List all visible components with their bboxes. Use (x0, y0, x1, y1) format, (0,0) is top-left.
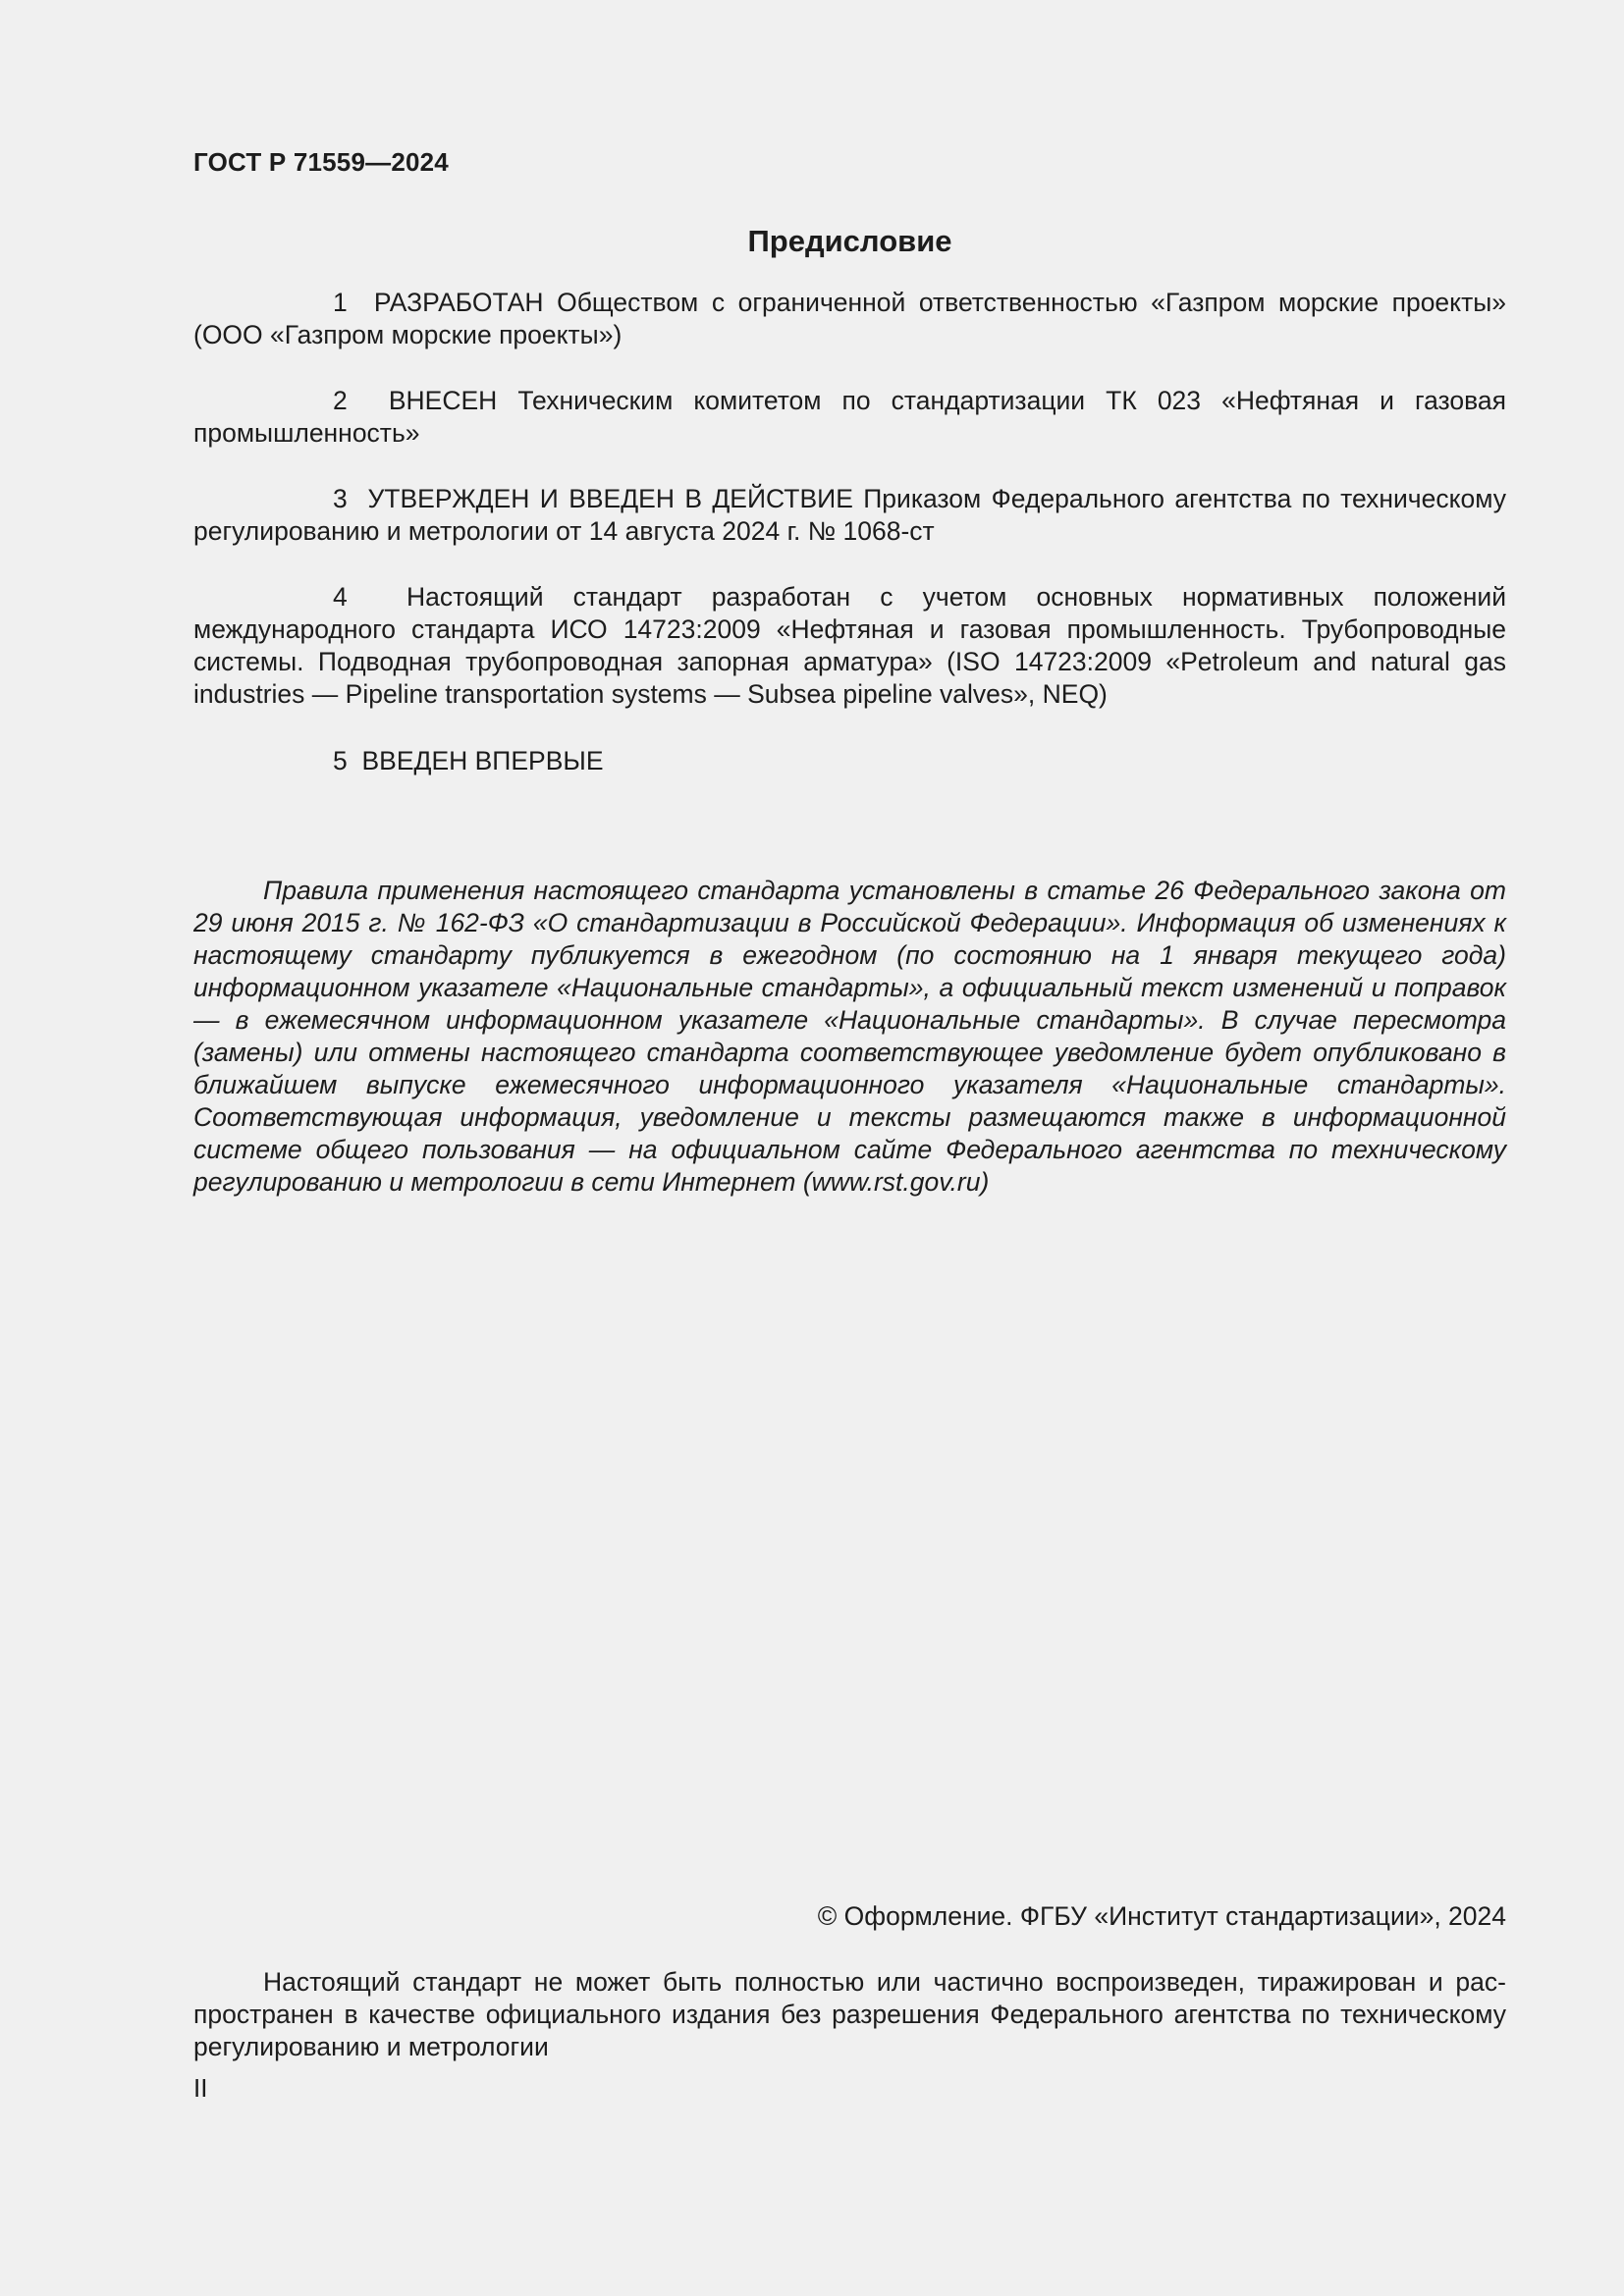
item-number: 1 (333, 288, 348, 317)
page-number: II (193, 2073, 208, 2103)
foreword-item-3 (193, 483, 1506, 548)
copyright-notice: © Оформление. ФГБУ «Институт стандартизации», 2024 (817, 1901, 1506, 1931)
item-number: 4 (333, 582, 348, 612)
item-number: 3 (333, 484, 348, 513)
item-text: ВВЕДЕН ВПЕРВЫЕ (361, 746, 604, 775)
item-text: РАЗРАБОТАН Обществом с ограниченной ответственностью «Газпром морские проекты» (ООО «Газпром морские проекты») (193, 288, 1506, 349)
application-rules-note: Правила применения настоящего стандарта установлены в статье 26 Федерального закона от 29 июня 2015 г. № 162-ФЗ «О стандартизации в Российской Федерации». Информация об изменениях к настоящему стандарту публикуется в ежегодном (по состоянию на 1 января текущего года) информационном указателе «Национальные стандарты», а официальный текст изменений и поправок — в ежемесячном информационном указателе «Национальные стандарты». В случае пересмотра (замены) или отмены настоящего стандарта соответствующее уведомление будет опубликовано в ближайшем выпуске ежемесячного информационного указателя «Национальные стандарты». Соответствующая информация, уведомление и тексты размещаются также в информационной системе общего пользования — на официальном сайте Федерального агентства по техническому регулированию и метрологии в сети Интернет (www.rst.gov.ru) (193, 876, 1506, 1197)
foreword-item-1 (193, 287, 1506, 351)
page-title: Предисловие (747, 224, 952, 258)
document-code: ГОСТ Р 71559—2024 (193, 147, 449, 177)
foreword-item-5 (193, 745, 1506, 777)
item-text: УТВЕРЖДЕН И ВВЕДЕН В ДЕЙСТВИЕ Приказом Федерального агентства по техническому регулированию и метрологии от 14 августа 2024 г. № 1068-ст (193, 484, 1506, 546)
reproduction-notice: Настоящий стандарт не может быть полностью или частично воспроизведен, тиражирован и распространен в качестве официального издания без разрешения Федерального агентства по техническому регулированию и метрологии (193, 1967, 1506, 2061)
item-number: 2 (333, 386, 348, 415)
item-number: 5 (333, 746, 348, 775)
foreword-item-4 (193, 581, 1506, 711)
item-text: Настоящий стандарт разработан с учетом основных нормативных положений международного стандарта ИСО 14723:2009 «Нефтяная и газовая промышленность. Трубопроводные системы. Подводная трубопроводная запорная арматура» (ISO 14723:2009 «Petroleum and natural gas industries — Pipeline transportation systems — Subsea pipeline valves», NEQ) (193, 582, 1506, 709)
foreword-item-2 (193, 385, 1506, 450)
item-text: ВНЕСЕН Техническим комитетом по стандартизации ТК 023 «Нефтяная и газовая промышленность» (193, 386, 1507, 448)
